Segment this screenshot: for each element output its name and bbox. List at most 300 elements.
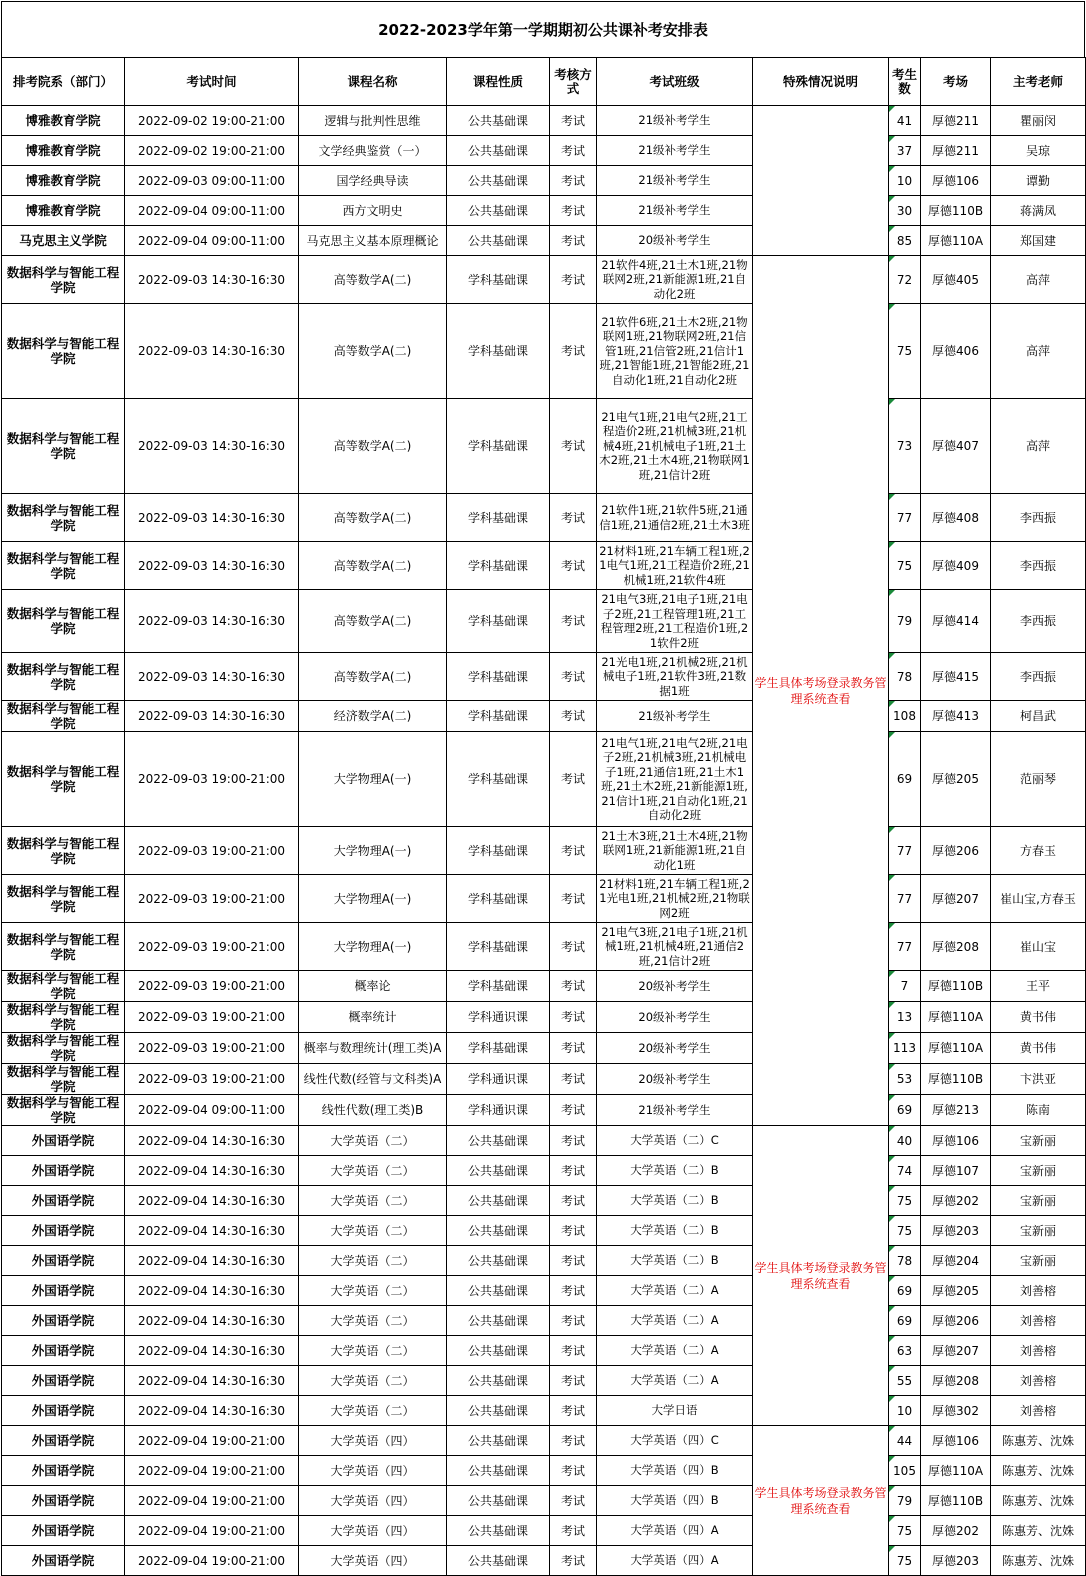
time-cell: 2022-09-03 14:30-16:30 <box>125 542 299 590</box>
teacher-cell: 瞿丽闵 <box>991 106 1086 136</box>
time-cell: 2022-09-03 14:30-16:30 <box>125 399 299 494</box>
dept-cell: 马克思主义学院 <box>2 226 125 256</box>
header-teacher: 主考老师 <box>991 58 1086 106</box>
teacher-cell: 宝新丽 <box>991 1186 1086 1216</box>
nature-cell: 公共基础课 <box>447 1366 550 1396</box>
class-cell: 21土木3班,21土木4班,21物联网1班,21新能源1班,21自动化1班 <box>597 827 753 875</box>
count-value: 78 <box>896 669 913 684</box>
table-row <box>2 1186 1086 1216</box>
nature-cell: 公共基础课 <box>447 1486 550 1516</box>
teacher-cell: 李西振 <box>991 653 1086 701</box>
teacher-cell: 李西振 <box>991 590 1086 653</box>
course-cell: 大学英语（四） <box>299 1516 447 1546</box>
dept-cell: 外国语学院 <box>2 1126 125 1156</box>
count-cell <box>889 732 921 827</box>
room-cell: 厚德414 <box>921 590 991 653</box>
method-cell: 考试 <box>550 1456 597 1486</box>
class-cell: 大学英语（四）A <box>597 1516 753 1546</box>
room-cell: 厚德406 <box>921 304 991 399</box>
dept-cell: 外国语学院 <box>2 1456 125 1486</box>
dept-cell: 外国语学院 <box>2 1186 125 1216</box>
course-cell: 大学英语（二） <box>299 1276 447 1306</box>
count-cell <box>889 1064 921 1095</box>
teacher-cell: 方春玉 <box>991 827 1086 875</box>
course-cell: 马克思主义基本原理概论 <box>299 226 447 256</box>
count-value: 53 <box>896 1072 913 1086</box>
count-cell <box>889 971 921 1002</box>
dept-cell: 外国语学院 <box>2 1306 125 1336</box>
count-cell <box>889 399 921 494</box>
room-cell: 厚德110A <box>921 1002 991 1033</box>
count-cell <box>889 1276 921 1306</box>
time-cell: 2022-09-03 19:00-21:00 <box>125 1033 299 1064</box>
header-count: 考生数 <box>889 58 921 106</box>
count-cell <box>889 1186 921 1216</box>
method-cell: 考试 <box>550 106 597 136</box>
count-value: 113 <box>893 1041 916 1055</box>
note-cell: 学生具体考场登录教务管理系统查看 <box>753 1426 889 1576</box>
class-cell: 20级补考学生 <box>597 226 753 256</box>
course-cell: 大学英语（四） <box>299 1486 447 1516</box>
method-cell: 考试 <box>550 732 597 827</box>
course-cell: 大学英语（四） <box>299 1546 447 1576</box>
room-cell: 厚德207 <box>921 875 991 923</box>
time-cell: 2022-09-03 14:30-16:30 <box>125 590 299 653</box>
method-cell: 考试 <box>550 1095 597 1126</box>
count-cell <box>889 1456 921 1486</box>
dept-cell: 博雅教育学院 <box>2 196 125 226</box>
dept-cell: 外国语学院 <box>2 1366 125 1396</box>
time-cell: 2022-09-04 14:30-16:30 <box>125 1366 299 1396</box>
teacher-cell: 陈惠芳、沈姝 <box>991 1426 1086 1456</box>
class-cell: 大学英语（四）A <box>597 1546 753 1576</box>
note-cell: 学生具体考场登录教务管理系统查看 <box>753 1126 889 1426</box>
count-value: 75 <box>896 1523 913 1538</box>
count-value: 40 <box>896 1133 913 1148</box>
dept-cell: 博雅教育学院 <box>2 106 125 136</box>
nature-cell: 公共基础课 <box>447 1216 550 1246</box>
nature-cell: 公共基础课 <box>447 166 550 196</box>
class-cell: 大学英语（二）A <box>597 1336 753 1366</box>
teacher-cell: 王平 <box>991 971 1086 1002</box>
time-cell: 2022-09-02 19:00-21:00 <box>125 106 299 136</box>
teacher-cell: 柯昌武 <box>991 701 1086 732</box>
teacher-cell: 高萍 <box>991 304 1086 399</box>
course-cell: 线性代数(经管与文科类)A <box>299 1064 447 1095</box>
method-cell: 考试 <box>550 1486 597 1516</box>
nature-cell: 学科基础课 <box>447 875 550 923</box>
course-cell: 大学英语（二） <box>299 1366 447 1396</box>
table-row <box>2 1486 1086 1516</box>
count-value: 78 <box>896 1253 913 1268</box>
time-cell: 2022-09-04 19:00-21:00 <box>125 1456 299 1486</box>
class-cell: 21级补考学生 <box>597 106 753 136</box>
comment-marker-icon <box>889 1336 895 1342</box>
room-cell: 厚德208 <box>921 923 991 971</box>
method-cell: 考试 <box>550 304 597 399</box>
count-value: 10 <box>896 1403 913 1418</box>
count-cell <box>889 1126 921 1156</box>
class-cell: 21级补考学生 <box>597 136 753 166</box>
method-cell: 考试 <box>550 1366 597 1396</box>
teacher-cell: 陈惠芳、沈姝 <box>991 1546 1086 1576</box>
table-row <box>2 1002 1086 1033</box>
count-value: 37 <box>896 143 913 158</box>
time-cell: 2022-09-04 14:30-16:30 <box>125 1276 299 1306</box>
count-cell <box>889 590 921 653</box>
method-cell: 考试 <box>550 923 597 971</box>
class-cell: 大学英语（四）B <box>597 1486 753 1516</box>
header-dept: 排考院系（部门） <box>2 58 125 106</box>
room-cell: 厚德203 <box>921 1546 991 1576</box>
comment-marker-icon <box>889 590 895 596</box>
method-cell: 考试 <box>550 1186 597 1216</box>
nature-cell: 公共基础课 <box>447 1126 550 1156</box>
table-row <box>2 1246 1086 1276</box>
time-cell: 2022-09-04 14:30-16:30 <box>125 1216 299 1246</box>
table-body <box>2 106 1086 1576</box>
count-cell <box>889 106 921 136</box>
time-cell: 2022-09-04 09:00-11:00 <box>125 196 299 226</box>
header-class: 考试班级 <box>597 58 753 106</box>
method-cell: 考试 <box>550 1276 597 1306</box>
count-cell <box>889 1216 921 1246</box>
count-cell <box>889 1246 921 1276</box>
method-cell: 考试 <box>550 1546 597 1576</box>
time-cell: 2022-09-02 19:00-21:00 <box>125 136 299 166</box>
method-cell: 考试 <box>550 494 597 542</box>
table-row <box>2 1336 1086 1366</box>
count-cell <box>889 1095 921 1126</box>
room-cell: 厚德204 <box>921 1246 991 1276</box>
nature-cell: 公共基础课 <box>447 196 550 226</box>
table-row <box>2 1456 1086 1486</box>
room-cell: 厚德302 <box>921 1396 991 1426</box>
nature-cell: 学科基础课 <box>447 399 550 494</box>
nature-cell: 公共基础课 <box>447 136 550 166</box>
room-cell: 厚德110B <box>921 1486 991 1516</box>
course-cell: 大学英语（二） <box>299 1396 447 1426</box>
time-cell: 2022-09-03 19:00-21:00 <box>125 827 299 875</box>
time-cell: 2022-09-03 14:30-16:30 <box>125 653 299 701</box>
nature-cell: 学科基础课 <box>447 494 550 542</box>
comment-marker-icon <box>889 1216 895 1222</box>
table-row <box>2 196 1086 226</box>
table-row <box>2 653 1086 701</box>
room-cell: 厚德106 <box>921 1126 991 1156</box>
count-value: 72 <box>896 272 913 287</box>
method-cell: 考试 <box>550 226 597 256</box>
comment-marker-icon <box>889 732 895 738</box>
teacher-cell: 郑国建 <box>991 226 1086 256</box>
class-cell: 21级补考学生 <box>597 196 753 226</box>
nature-cell: 学科通识课 <box>447 1095 550 1126</box>
nature-cell: 学科通识课 <box>447 1064 550 1095</box>
count-value: 75 <box>896 1553 913 1568</box>
teacher-cell: 刘善榕 <box>991 1336 1086 1366</box>
dept-cell: 博雅教育学院 <box>2 136 125 166</box>
class-cell: 20级补考学生 <box>597 1064 753 1095</box>
comment-marker-icon <box>889 1126 895 1132</box>
time-cell: 2022-09-03 19:00-21:00 <box>125 971 299 1002</box>
class-cell: 大学日语 <box>597 1396 753 1426</box>
count-cell <box>889 1516 921 1546</box>
course-cell: 文学经典鉴赏（一） <box>299 136 447 166</box>
course-cell: 西方文明史 <box>299 196 447 226</box>
table-row <box>2 701 1086 732</box>
comment-marker-icon <box>889 875 895 881</box>
class-cell: 20级补考学生 <box>597 1033 753 1064</box>
method-cell: 考试 <box>550 590 597 653</box>
table-row <box>2 827 1086 875</box>
teacher-cell: 卞洪亚 <box>991 1064 1086 1095</box>
method-cell: 考试 <box>550 1246 597 1276</box>
table-row <box>2 1366 1086 1396</box>
table-row <box>2 1095 1086 1126</box>
count-cell <box>889 653 921 701</box>
count-value: 74 <box>896 1163 913 1178</box>
time-cell: 2022-09-04 19:00-21:00 <box>125 1546 299 1576</box>
table-row <box>2 1216 1086 1246</box>
class-cell: 大学英语（二）B <box>597 1156 753 1186</box>
teacher-cell: 李西振 <box>991 542 1086 590</box>
comment-marker-icon <box>889 196 895 202</box>
room-cell: 厚德202 <box>921 1516 991 1546</box>
room-cell: 厚德110B <box>921 196 991 226</box>
method-cell: 考试 <box>550 196 597 226</box>
comment-marker-icon <box>889 1246 895 1252</box>
dept-cell: 数据科学与智能工程学院 <box>2 971 125 1002</box>
table-row <box>2 1126 1086 1156</box>
nature-cell: 学科基础课 <box>447 971 550 1002</box>
table-row <box>2 1396 1086 1426</box>
dept-cell: 数据科学与智能工程学院 <box>2 732 125 827</box>
comment-marker-icon <box>889 1546 895 1552</box>
class-cell: 21级补考学生 <box>597 166 753 196</box>
room-cell: 厚德205 <box>921 1276 991 1306</box>
room-cell: 厚德408 <box>921 494 991 542</box>
dept-cell: 外国语学院 <box>2 1216 125 1246</box>
comment-marker-icon <box>889 1064 895 1070</box>
course-cell: 概率统计 <box>299 1002 447 1033</box>
count-cell <box>889 1426 921 1456</box>
course-cell: 大学英语（二） <box>299 1126 447 1156</box>
method-cell: 考试 <box>550 166 597 196</box>
class-cell: 21级补考学生 <box>597 701 753 732</box>
count-cell <box>889 923 921 971</box>
dept-cell: 数据科学与智能工程学院 <box>2 256 125 304</box>
class-cell: 大学英语（二）B <box>597 1216 753 1246</box>
note-cell <box>753 106 889 256</box>
course-cell: 高等数学A(二) <box>299 399 447 494</box>
method-cell: 考试 <box>550 542 597 590</box>
method-cell: 考试 <box>550 1033 597 1064</box>
time-cell: 2022-09-04 19:00-21:00 <box>125 1516 299 1546</box>
time-cell: 2022-09-04 19:00-21:00 <box>125 1426 299 1456</box>
method-cell: 考试 <box>550 1216 597 1246</box>
table-row <box>2 1426 1086 1456</box>
room-cell: 厚德107 <box>921 1156 991 1186</box>
teacher-cell: 宝新丽 <box>991 1216 1086 1246</box>
teacher-cell: 刘善榕 <box>991 1306 1086 1336</box>
course-cell: 高等数学A(二) <box>299 590 447 653</box>
table-row <box>2 1064 1086 1095</box>
count-cell <box>889 1156 921 1186</box>
teacher-cell: 陈惠芳、沈姝 <box>991 1516 1086 1546</box>
class-cell: 大学英语（四）C <box>597 1426 753 1456</box>
comment-marker-icon <box>889 1456 895 1462</box>
comment-marker-icon <box>889 701 895 707</box>
class-cell: 21软件6班,21土木2班,21物联网1班,21物联网2班,21信管1班,21信管2班,21信计1班,21智能1班,21智能2班,21自动化1班,21自动化2班 <box>597 304 753 399</box>
class-cell: 20级补考学生 <box>597 1002 753 1033</box>
method-cell: 考试 <box>550 399 597 494</box>
teacher-cell: 谭勤 <box>991 166 1086 196</box>
teacher-cell: 崔山宝 <box>991 923 1086 971</box>
teacher-cell: 宝新丽 <box>991 1246 1086 1276</box>
dept-cell: 博雅教育学院 <box>2 166 125 196</box>
nature-cell: 学科基础课 <box>447 701 550 732</box>
comment-marker-icon <box>889 653 895 659</box>
count-value: 105 <box>893 1463 916 1478</box>
course-cell: 国学经典导读 <box>299 166 447 196</box>
course-cell: 大学英语（二） <box>299 1186 447 1216</box>
nature-cell: 学科基础课 <box>447 732 550 827</box>
comment-marker-icon <box>889 1095 895 1101</box>
comment-marker-icon <box>889 1002 895 1008</box>
class-cell: 大学英语（二）A <box>597 1366 753 1396</box>
class-cell: 大学英语（二）A <box>597 1276 753 1306</box>
count-value: 75 <box>896 1223 913 1238</box>
room-cell: 厚德208 <box>921 1366 991 1396</box>
course-cell: 大学英语（二） <box>299 1216 447 1246</box>
nature-cell: 学科基础课 <box>447 304 550 399</box>
comment-marker-icon <box>889 136 895 142</box>
table-row <box>2 732 1086 827</box>
time-cell: 2022-09-03 14:30-16:30 <box>125 256 299 304</box>
time-cell: 2022-09-04 14:30-16:30 <box>125 1126 299 1156</box>
dept-cell: 数据科学与智能工程学院 <box>2 542 125 590</box>
dept-cell: 数据科学与智能工程学院 <box>2 1002 125 1033</box>
comment-marker-icon <box>889 971 895 977</box>
teacher-cell: 陈南 <box>991 1095 1086 1126</box>
count-value: 69 <box>896 1283 913 1298</box>
dept-cell: 数据科学与智能工程学院 <box>2 590 125 653</box>
comment-marker-icon <box>889 1306 895 1312</box>
teacher-cell: 范丽琴 <box>991 732 1086 827</box>
time-cell: 2022-09-04 14:30-16:30 <box>125 1396 299 1426</box>
table-row <box>2 971 1086 1002</box>
nature-cell: 学科基础课 <box>447 923 550 971</box>
teacher-cell: 刘善榕 <box>991 1276 1086 1306</box>
room-cell: 厚德405 <box>921 256 991 304</box>
course-cell: 概率论 <box>299 971 447 1002</box>
time-cell: 2022-09-04 14:30-16:30 <box>125 1306 299 1336</box>
course-cell: 大学物理A(一) <box>299 875 447 923</box>
dept-cell: 数据科学与智能工程学院 <box>2 1064 125 1095</box>
count-cell <box>889 226 921 256</box>
comment-marker-icon <box>889 1426 895 1432</box>
header-method: 考核方式 <box>550 58 597 106</box>
teacher-cell: 李西振 <box>991 494 1086 542</box>
comment-marker-icon <box>889 166 895 172</box>
time-cell: 2022-09-04 09:00-11:00 <box>125 1095 299 1126</box>
count-cell <box>889 256 921 304</box>
time-cell: 2022-09-03 19:00-21:00 <box>125 1064 299 1095</box>
course-cell: 大学英语（四） <box>299 1456 447 1486</box>
table-row <box>2 1516 1086 1546</box>
table-row <box>2 136 1086 166</box>
class-cell: 大学英语（二）A <box>597 1306 753 1336</box>
nature-cell: 公共基础课 <box>447 1156 550 1186</box>
comment-marker-icon <box>889 494 895 500</box>
method-cell: 考试 <box>550 1306 597 1336</box>
count-cell <box>889 494 921 542</box>
dept-cell: 数据科学与智能工程学院 <box>2 399 125 494</box>
course-cell: 高等数学A(二) <box>299 494 447 542</box>
count-value: 10 <box>896 173 913 188</box>
count-cell <box>889 1366 921 1396</box>
course-cell: 高等数学A(二) <box>299 256 447 304</box>
nature-cell: 公共基础课 <box>447 1396 550 1426</box>
teacher-cell: 高萍 <box>991 399 1086 494</box>
count-cell <box>889 1002 921 1033</box>
room-cell: 厚德206 <box>921 1306 991 1336</box>
method-cell: 考试 <box>550 1002 597 1033</box>
class-cell: 20级补考学生 <box>597 971 753 1002</box>
room-cell: 厚德202 <box>921 1186 991 1216</box>
schedule-table <box>1 57 1086 1576</box>
teacher-cell: 宝新丽 <box>991 1126 1086 1156</box>
dept-cell: 数据科学与智能工程学院 <box>2 1033 125 1064</box>
dept-cell: 外国语学院 <box>2 1546 125 1576</box>
room-cell: 厚德110B <box>921 971 991 1002</box>
method-cell: 考试 <box>550 875 597 923</box>
table-row <box>2 1033 1086 1064</box>
class-cell: 21软件4班,21土木1班,21物联网2班,21新能源1班,21自动化2班 <box>597 256 753 304</box>
class-cell: 大学英语（四）B <box>597 1456 753 1486</box>
nature-cell: 公共基础课 <box>447 1456 550 1486</box>
time-cell: 2022-09-04 14:30-16:30 <box>125 1156 299 1186</box>
count-value: 55 <box>896 1373 913 1388</box>
method-cell: 考试 <box>550 1426 597 1456</box>
dept-cell: 外国语学院 <box>2 1276 125 1306</box>
class-cell: 21材料1班,21车辆工程1班,21光电1班,21机械2班,21物联网2班 <box>597 875 753 923</box>
comment-marker-icon <box>889 1366 895 1372</box>
teacher-cell: 蒋满凤 <box>991 196 1086 226</box>
table-row <box>2 399 1086 494</box>
teacher-cell: 崔山宝,方春玉 <box>991 875 1086 923</box>
room-cell: 厚德110A <box>921 1456 991 1486</box>
room-cell: 厚德409 <box>921 542 991 590</box>
count-value: 77 <box>896 891 913 906</box>
room-cell: 厚德203 <box>921 1216 991 1246</box>
count-value: 79 <box>896 614 913 628</box>
method-cell: 考试 <box>550 136 597 166</box>
count-value: 63 <box>896 1343 913 1358</box>
dept-cell: 数据科学与智能工程学院 <box>2 701 125 732</box>
table-row <box>2 1546 1086 1576</box>
table-row <box>2 256 1086 304</box>
time-cell: 2022-09-04 14:30-16:30 <box>125 1336 299 1366</box>
class-cell: 21光电1班,21机械2班,21机械电子1班,21软件3班,21数据1班 <box>597 653 753 701</box>
class-cell: 大学英语（二）B <box>597 1246 753 1276</box>
nature-cell: 公共基础课 <box>447 1516 550 1546</box>
dept-cell: 数据科学与智能工程学院 <box>2 304 125 399</box>
count-cell <box>889 542 921 590</box>
count-value: 75 <box>896 1193 913 1208</box>
class-cell: 大学英语（二）B <box>597 1186 753 1216</box>
comment-marker-icon <box>889 1033 895 1039</box>
